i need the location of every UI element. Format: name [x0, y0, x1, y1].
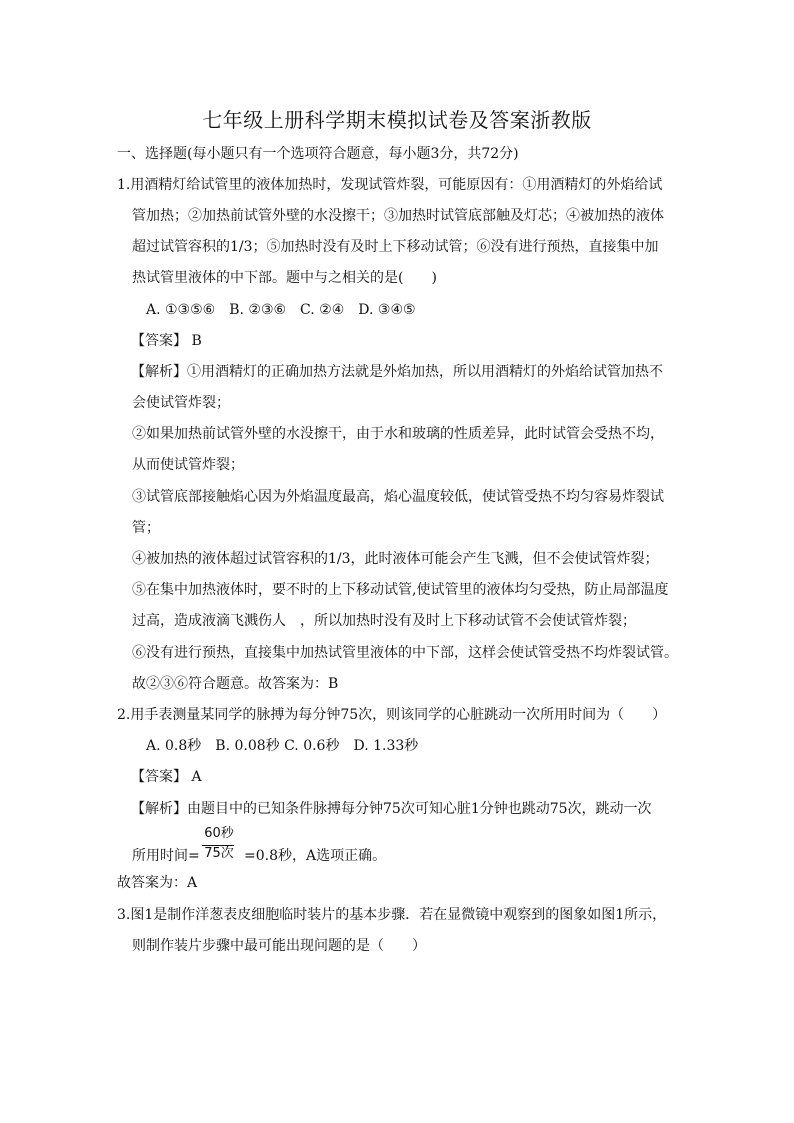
question-2-stem: 2.用手表测量某同学的脉搏为每分钟75次，则该同学的心脏跳动一次所用时间为（ ）: [117, 707, 667, 723]
question-1-analysis: 从而使试管炸裂；: [132, 457, 244, 473]
question-1-analysis: ②如果加热前试管外壁的水没擦干，由于水和玻璃的性质差异，此时试管会受热不均，: [132, 426, 664, 442]
section-heading: 一、选择题(每小题只有一个选项符合题意，每小题3分，共72分): [117, 146, 519, 162]
question-1-analysis: 【解析】①用酒精灯的正确加热方法就是外焰加热，所以用酒精灯的外焰给试管加热不: [131, 364, 663, 380]
question-3-stem: 3.图1是制作洋葱表皮细胞临时装片的基本步骤．若在显微镜中观察到的图象如图1所示，: [117, 907, 667, 923]
question-1-analysis: ④被加热的液体超过试管容积的1/3，此时液体可能会产生飞溅，但不会使试管炸裂；: [132, 551, 659, 567]
question-1-options: A. ①③⑤⑥ B. ②③⑥ C. ②④ D. ③④⑤: [146, 302, 416, 318]
fraction-numerator: 60秒: [204, 826, 234, 841]
question-1-analysis: ⑤在集中加热液体时，要不时的上下移动试管,使试管里的液体均匀受热，防止局部温度: [132, 582, 669, 598]
page-title: 七年级上册科学期末模拟试卷及答案浙教版: [202, 108, 592, 132]
question-2-analysis: 【解析】由题目中的已知条件脉搏每分钟75次可知心脏1分钟也跳动75次，跳动一次: [131, 801, 652, 817]
question-1-stem: 超过试管容积的1/3；⑤加热时没有及时上下移动试管；⑥没有进行预热，直接集中加: [132, 239, 659, 255]
question-1-stem: 管加热；②加热前试管外壁的水没擦干；③加热时试管底部触及灯芯；④被加热的液体: [132, 208, 664, 224]
fraction-denominator: 75次: [204, 846, 234, 861]
question-2-conclusion: 故答案为：A: [117, 875, 198, 891]
question-2-answer: 【答案】 A: [131, 769, 202, 785]
question-3-stem: 则制作装片步骤中最可能出现问题的是（ ）: [132, 938, 426, 954]
question-1-analysis: 故②③⑥符合题意。故答案为：B: [132, 676, 339, 692]
question-1-stem: 热试管里液体的中下部。题中与之相关的是( ): [132, 270, 437, 286]
question-2-options: A. 0.8秒 B. 0.08秒 C. 0.6秒 D. 1.33秒: [146, 738, 419, 754]
question-1-analysis: 过高，造成液滴飞溅伤人 ，所以加热时没有及时上下移动试管不会使试管炸裂；: [132, 613, 636, 629]
question-1-analysis: ⑥没有进行预热，直接集中加热试管里液体的中下部，这样会使试管受热不均炸裂试管。: [132, 645, 678, 661]
question-1-stem: 1.用酒精灯给试管里的液体加热时，发现试管炸裂，可能原因有：①用酒精灯的外焰给试: [117, 177, 663, 193]
question-1-answer: 【答案】 B: [131, 333, 202, 349]
question-1-analysis: ③试管底部接触焰心因为外焰温度最高，焰心温度较低，使试管受热不均匀容易炸裂试: [132, 489, 664, 505]
formula-result: =0.8秒，A选项正确。: [244, 848, 387, 864]
formula-prefix: 所用时间=: [132, 848, 200, 864]
question-1-analysis: 管；: [132, 520, 160, 536]
question-1-analysis: 会使试管炸裂；: [132, 395, 230, 411]
